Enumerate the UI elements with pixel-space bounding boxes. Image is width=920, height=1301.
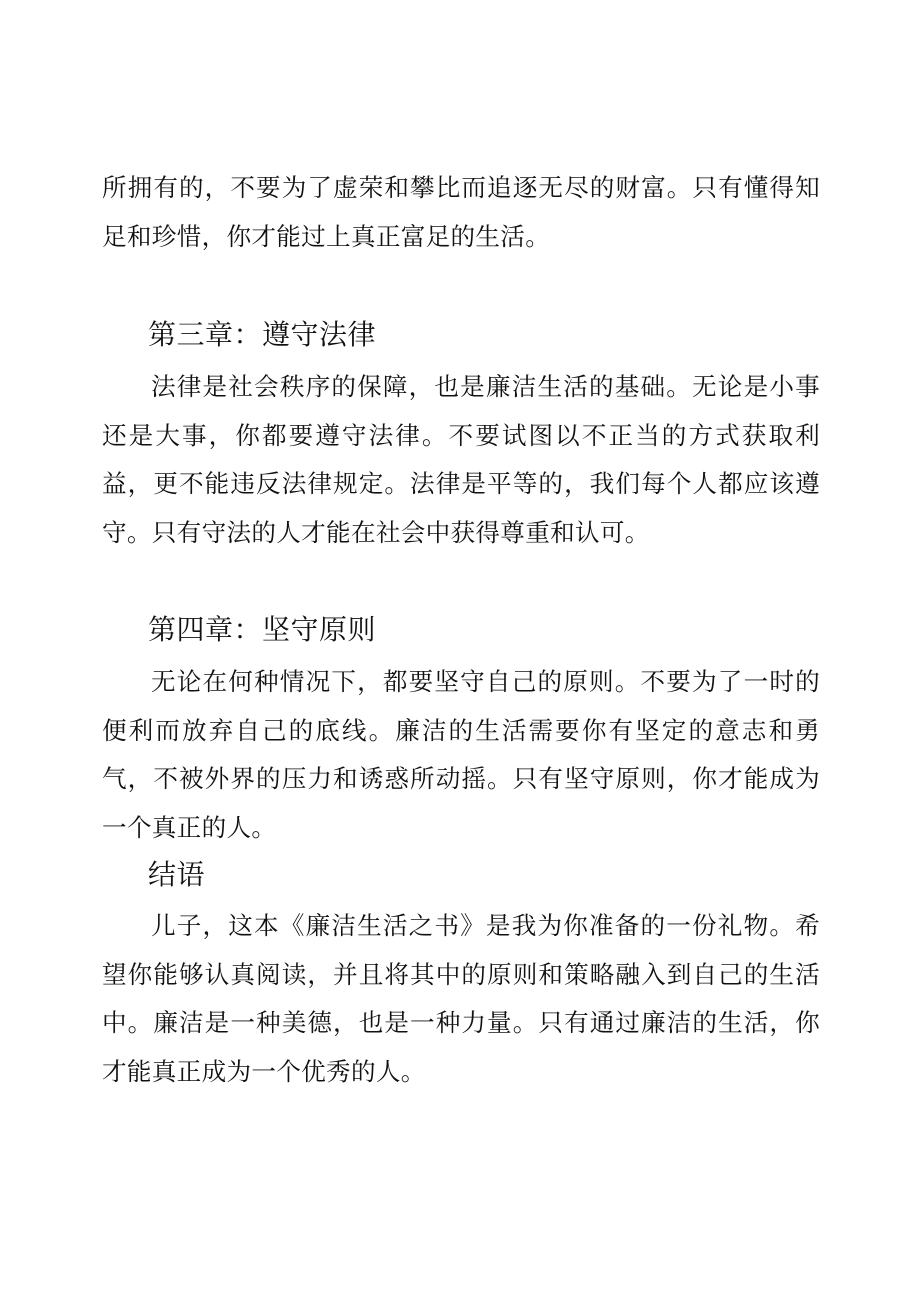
chapter-4-heading: 第四章：坚守原则 xyxy=(148,613,377,646)
conclusion-paragraph: 儿子，这本《廉洁生活之书》是我为你准备的一份礼物。希望你能够认真阅读，并且将其中的原则和策略融入到自己的生活中。廉洁是一种美德，也是一种力量。只有通过廉洁的生活，你才能真正成为一个优秀的人。 xyxy=(102,911,820,1086)
intro-paragraph: 所拥有的，不要为了虚荣和攀比而追逐无尽的财富。只有懂得知足和珍惜，你才能过上真正富足的生活。 xyxy=(102,173,820,251)
chapter-4-paragraph: 无论在何种情况下，都要坚守自己的原则。不要为了一时的便利而放弃自己的底线。廉洁的生活需要你有坚定的意志和勇气，不被外界的压力和诱惑所动摇。只有坚守原则，你才能成为一个真正的人。 xyxy=(102,667,820,842)
chapter-3-paragraph: 法律是社会秩序的保障，也是廉洁生活的基础。无论是小事还是大事，你都要遵守法律。不要试图以不正当的方式获取利益，更不能违反法律规定。法律是平等的，我们每个人都应该遵守。只有守法的人才能在社会中获得尊重和认可。 xyxy=(102,372,820,547)
chapter-3-heading: 第三章：遵守法律 xyxy=(148,318,377,351)
conclusion-heading: 结语 xyxy=(148,858,206,891)
